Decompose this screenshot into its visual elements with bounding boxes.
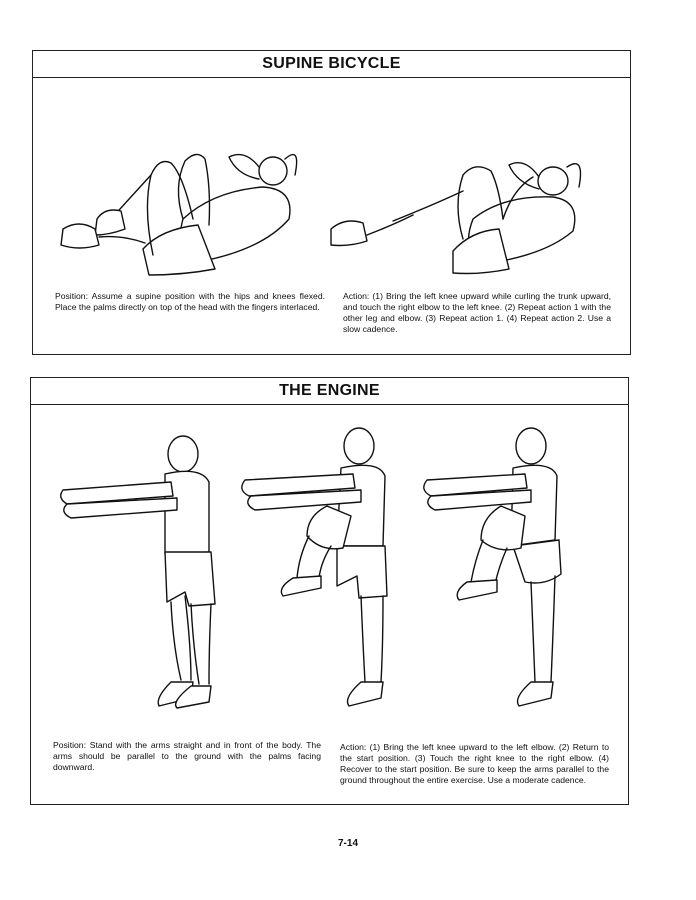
action-label: Action: [340, 742, 367, 752]
supine-figure-start [61, 154, 297, 275]
engine-action-caption [340, 742, 609, 786]
engine-svg [31, 406, 627, 726]
engine-panel [30, 377, 629, 805]
engine-illustrations [31, 406, 628, 726]
engine-position-caption [53, 740, 321, 773]
supine-bicycle-title: SUPINE BICYCLE [33, 51, 630, 78]
supine-bicycle-illustrations [33, 79, 630, 309]
position-label: Position: [53, 740, 86, 750]
engine-figure-left-knee [242, 428, 387, 706]
action-text: (1) Bring the left knee upward while curling the trunk upward, and touch the right elbow to the left knee. (2) Repeat action 1 with the other leg and elbow. (3) Repeat action 1. (4) Repeat action 2. Use a slow cadence. [343, 291, 612, 334]
position-text: Stand with the arms straight and in front of the body. The arms should be parallel to the ground with the palms facing downward. [53, 740, 321, 772]
engine-figure-right-knee [424, 428, 561, 706]
supine-bicycle-panel [32, 50, 631, 355]
engine-figure-start [61, 436, 215, 708]
supine-bicycle-action-caption [343, 291, 611, 335]
action-text: (1) Bring the left knee upward to the left elbow. (2) Return to the start position. (3) Touch the right knee to the right elbow. (4) Recover to the start position. Be sure to keep the arms parallel to the ground throughout the entire exercise. Use a moderate cadence. [340, 742, 610, 785]
supine-bicycle-svg [33, 79, 629, 309]
position-text: Assume a supine position with the hips and knees flexed. Place the palms directly on top of the head with the fingers interlaced. [55, 291, 325, 312]
engine-title: THE ENGINE [31, 378, 628, 405]
supine-figure-action [331, 163, 581, 274]
page-number: 7-14 [337, 838, 358, 849]
supine-bicycle-position-caption [55, 291, 325, 313]
position-label: Position: [55, 291, 88, 301]
action-label: Action: [343, 291, 370, 301]
